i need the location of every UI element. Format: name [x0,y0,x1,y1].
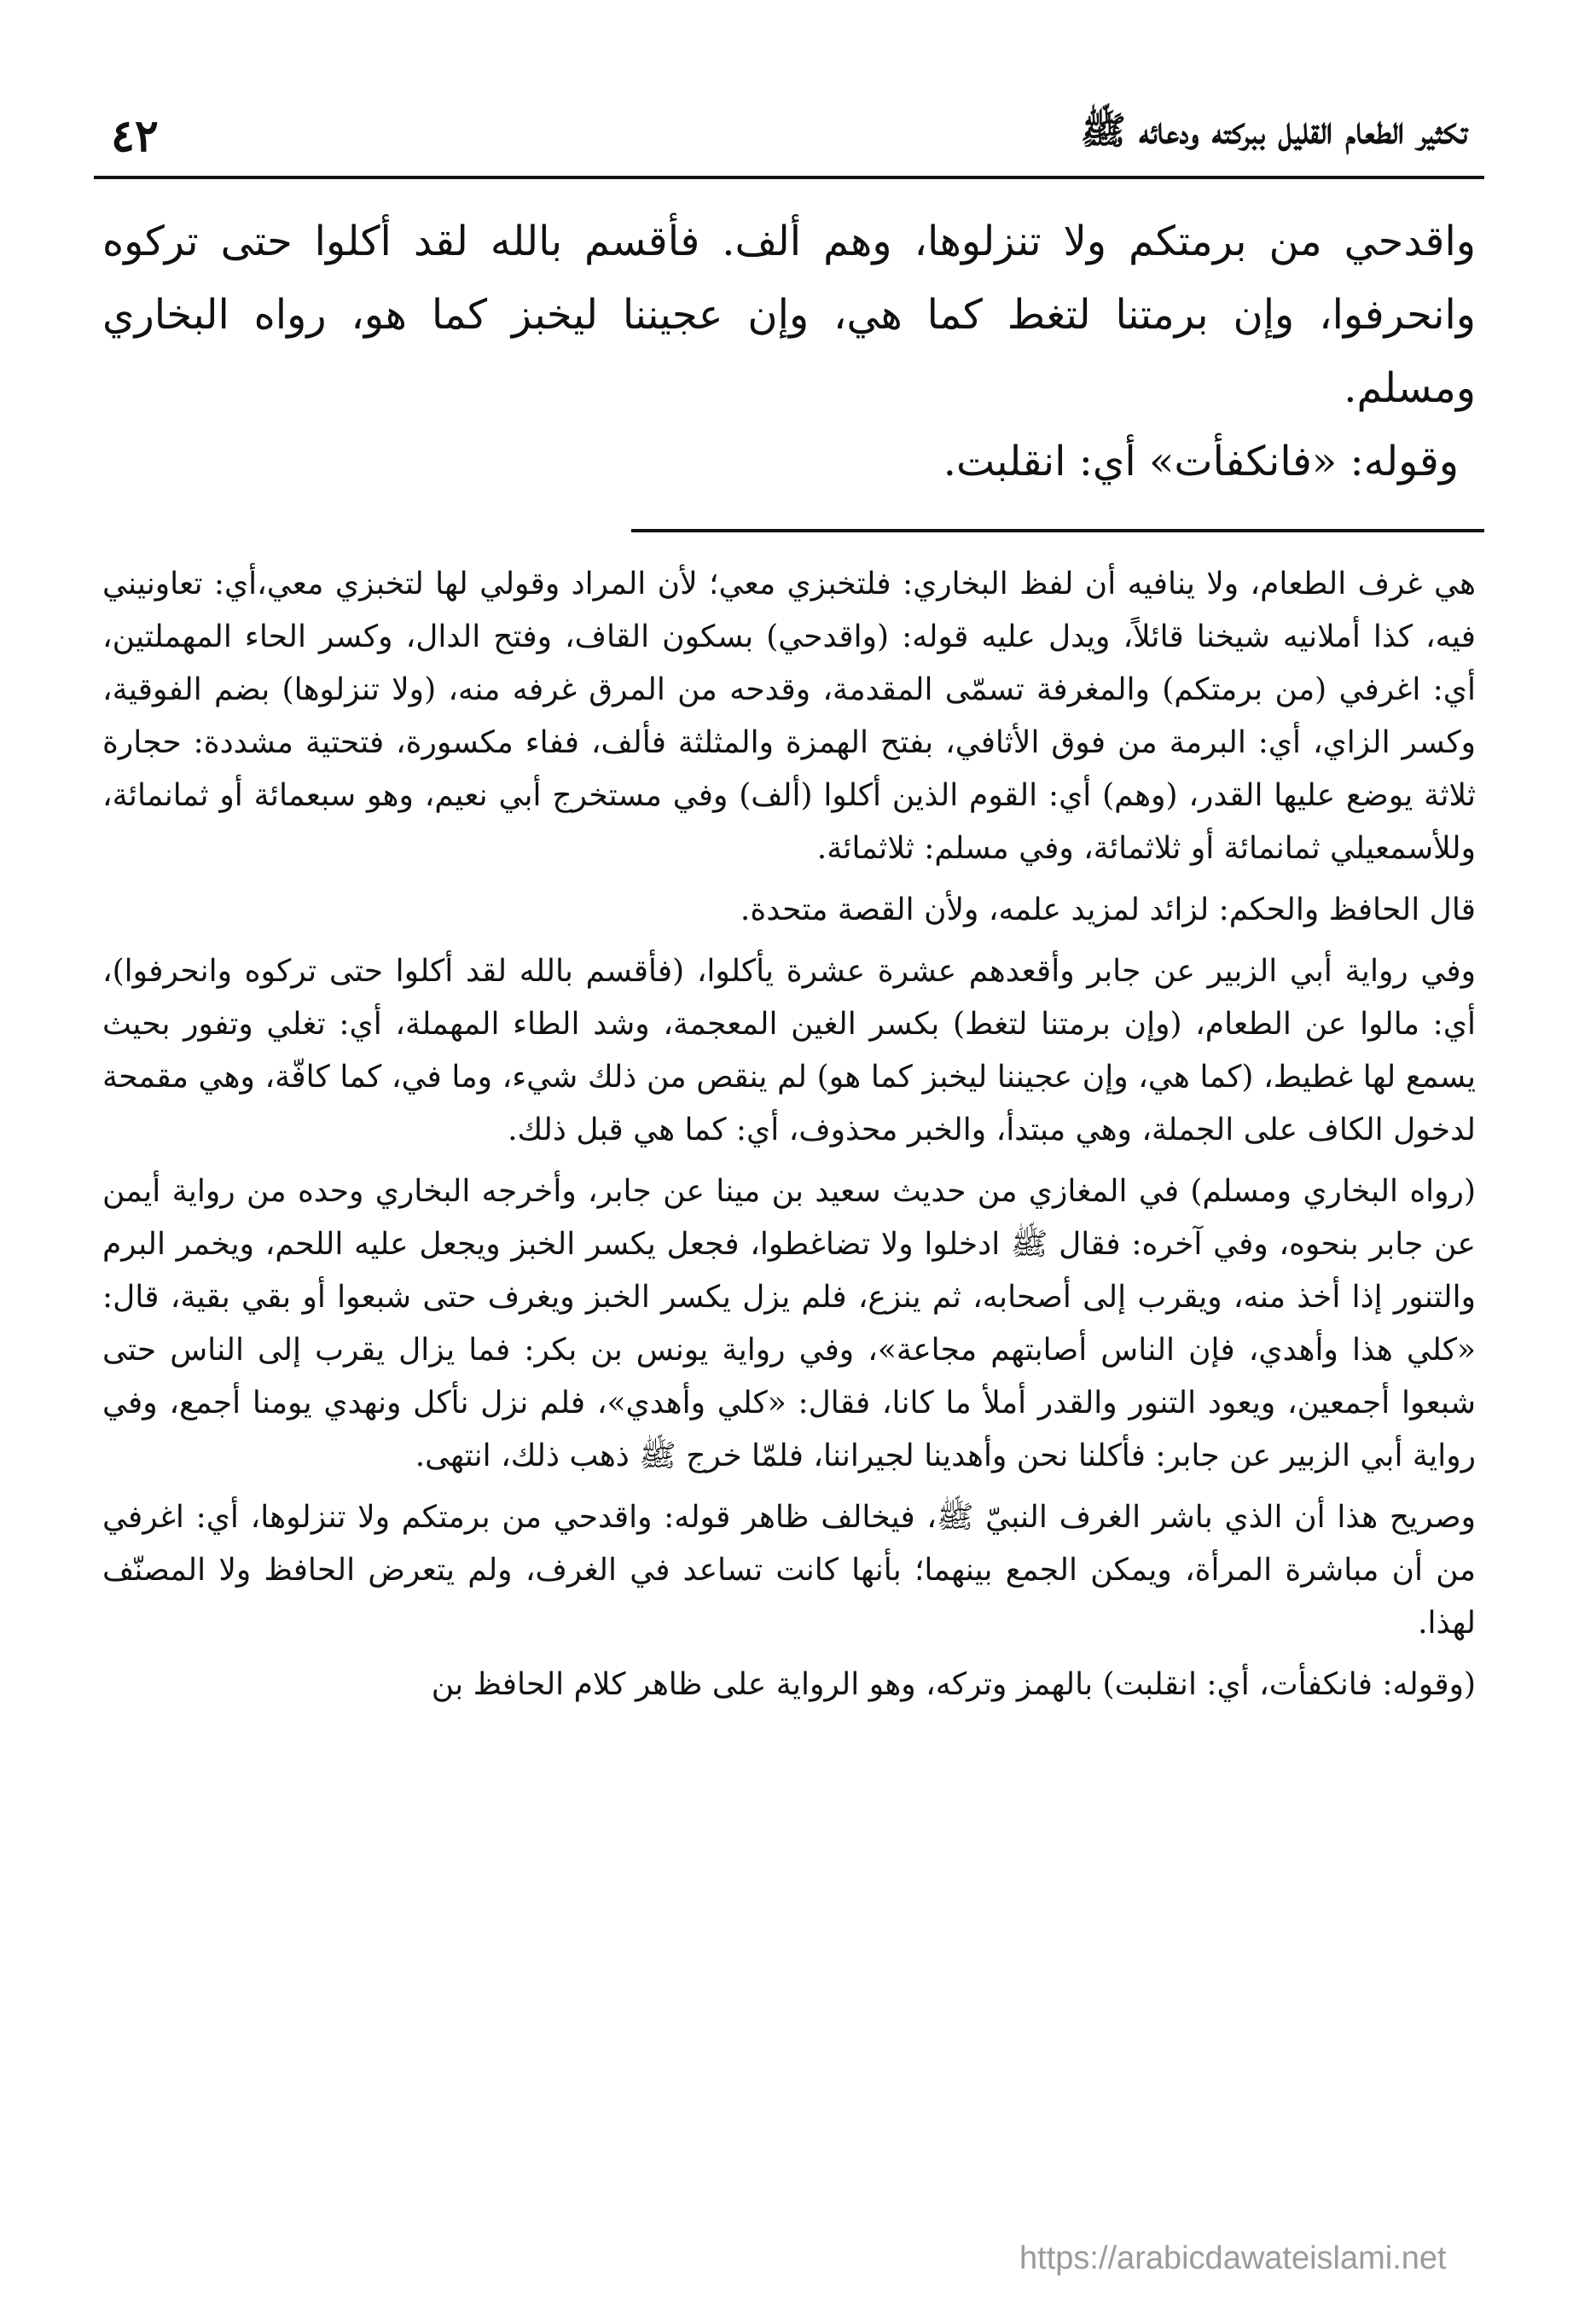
footnote-rule [631,529,1484,532]
watermark-url: https://arabicdawateislami.net [1019,2240,1447,2276]
commentary-paragraph-2: قال الحافظ والحكم: لزائد لمزيد علمه، ولأن القصة متحدة. [740,892,1476,927]
commentary-paragraph-5: وصريح هذا أن الذي باشر الغرف النبيّ ﷺ، فيخالف ظاهر قوله: واقدحي من برمتكم ولا تنزلوها، أي: اغرفي من أن مباشرة المرأة، ويمكن الجمع بينهما؛ بأنها كانت تساعد في الغرف، ولم يتعرض الحافظ ولا المصنّف لهذا. [102,1500,1476,1641]
main-text [94,205,1484,498]
book-page [94,94,1484,2278]
running-title: تكثير الطعام القليل ببركته ودعائه ﷺ [1080,109,1467,153]
commentary [94,558,1484,1711]
page-number: ٤٢ [111,110,159,162]
main-text-paragraph-2: وقوله: «فانكفأت» أي: انقلبت. [943,438,1459,485]
header-rule [94,176,1484,179]
commentary-paragraph-4: (رواه البخاري ومسلم) في المغازي من حديث سعيد بن مينا عن جابر، وأخرجه البخاري وحده من رواية أيمن عن جابر بنحوه، وفي آخره: فقال ﷺ ادخلوا ولا تضاغطوا، فجعل يكسر الخبز ويجعل عليه اللحم، ويخمر البرم والتنور إذا أخذ منه، ويقرب إلى أصحابه، ثم ينزع، فلم يزل يكسر الخبز ويغرف حتى شبعوا أو بقي بقية، قال: «كلي هذا وأهدي، فإن الناس أصابتهم مجاعة»، وفي رواية يونس بن بكر: فما يزال يقرب إلى الناس حتى شبعوا أجمعين، ويعود التنور والقدر أملأ ما كانا، فقال: «كلي وأهدي»، فلم نزل نأكل ونهدي يومنا أجمع، وفي رواية أبي الزبير عن جابر: فأكلنا نحن وأهدينا لجيراننا، فلمّا خرج ﷺ ذهب ذلك، انتهى. [102,1174,1476,1473]
commentary-paragraph-6: (وقوله: فانكفأت، أي: انقلبت) بالهمز وتركه، وهو الرواية على ظاهر كلام الحافظ بن [431,1667,1476,1702]
commentary-paragraph-3: وفي رواية أبي الزبير عن جابر وأقعدهم عشرة عشرة يأكلوا، (فأقسم بالله لقد أكلوا حتى تركوه وانحرفوا)، أي: مالوا عن الطعام، (وإن برمتنا لتغط) بكسر الغين المعجمة، وشد الطاء المهملة، أي: تغلي وتفور بحيث يسمع لها غطيط، (كما هي، وإن عجيننا ليخبز كما هو) لم ينقص من ذلك شيء، وما في، كما كافّة، وهي مقمحة لدخول الكاف على الجملة، وهي مبتدأ، والخبر محذوف، أي: كما هي قبل ذلك. [102,954,1476,1147]
commentary-paragraph-1: هي غرف الطعام، ولا ينافيه أن لفظ البخاري: فلتخبزي معي؛ لأن المراد وقولي لها لتخبزي معي،أي: تعاونيني فيه، كذا أملانيه شيخنا قائلاً، ويدل عليه قوله: (واقدحي) بسكون القاف، وفتح الدال، وكسر الحاء المهملتين، أي: اغرفي (من برمتكم) والمغرفة تسمّى المقدمة، وقدحه من المرق غرفه منه، (ولا تنزلوها) بضم الفوقية، وكسر الزاي، أي: البرمة من فوق الأثافي، بفتح الهمزة والمثلثة فألف، ففاء مكسورة، فتحتية مشددة: حجارة ثلاثة يوضع عليها القدر، (وهم) أي: القوم الذين أكلوا (ألف) وفي مستخرج أبي نعيم، وهو سبعمائة أو ثمانمائة، وللأسمعيلي ثمانمائة أو ثلاثمائة، وفي مسلم: ثلاثمائة. [102,566,1476,866]
page-header [94,94,1484,171]
main-text-paragraph-1: واقدحي من برمتكم ولا تنزلوها، وهم ألف. فأقسم بالله لقد أكلوا حتى تركوه وانحرفوا، وإن برمتنا لتغط كما هي، وإن عجيننا ليخبز كما هو، رواه البخاري ومسلم. [102,218,1476,412]
